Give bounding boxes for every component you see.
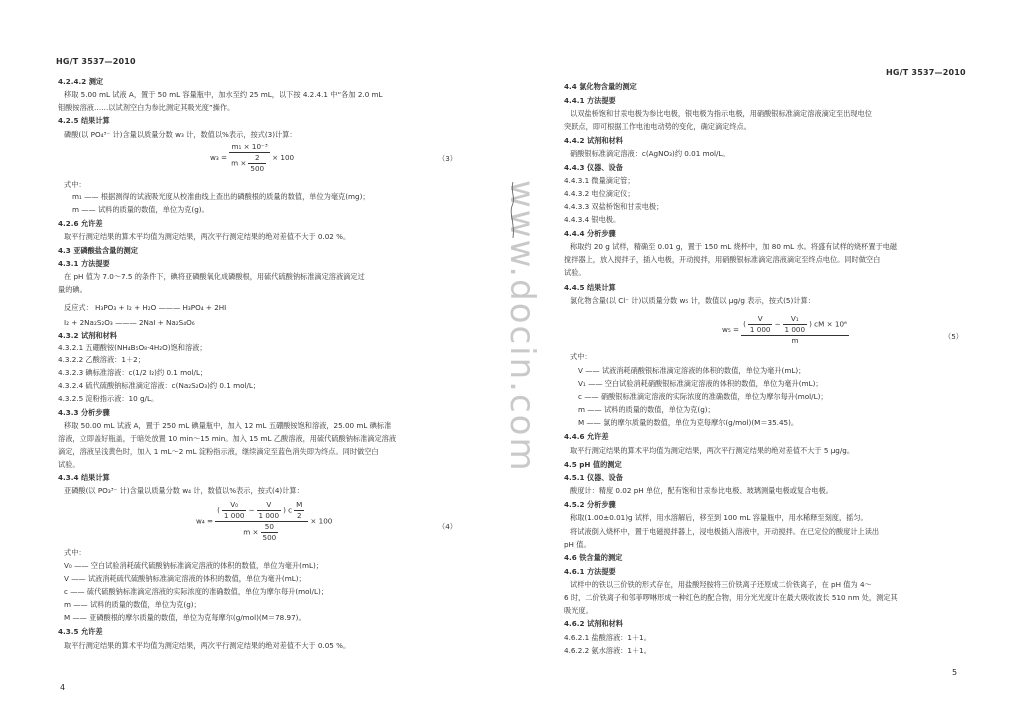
frac-v-numerator: V — [257, 500, 282, 511]
text-line: V₀ —— 空白试验消耗硫代硫酸钠标准滴定溶液的体积的数值，单位为毫升(mL)； — [64, 561, 323, 570]
text-line: 以双盐桥饱和甘汞电极为参比电极，银电极为指示电极，用硝酸银标准滴定溶液滴定至出现电位 — [570, 109, 872, 118]
frac-v0-numerator: V₀ — [222, 500, 247, 511]
text-line: c —— 硫代硫酸钠标准滴定溶液的实际浓度的准确数值，单位为摩尔每升(mol/L)； — [64, 587, 328, 596]
text-line: 4.3.2.5 淀粉指示液：10 g/L。 — [58, 394, 159, 403]
frac-m — [294, 500, 304, 521]
minus: − — [774, 319, 781, 329]
paren: ( — [743, 319, 746, 329]
minus: − — [248, 505, 255, 515]
text-line: 式中： — [64, 180, 86, 189]
text-line: m —— 试料的质量的数值，单位为克(g)； — [64, 600, 201, 609]
frac-m-numerator: M — [296, 500, 303, 509]
section-heading: 4.5 pH 值的测定 — [564, 460, 622, 469]
text-line: 称取(1.00±0.01)g 试样，用水溶解后，移至到 100 mL 容量瓶中，用水稀释至刻度，摇匀。 — [570, 513, 868, 522]
text-line: 磷酸(以 PO₄³⁻ 计)含量以质量分数 w₃ 计，数值以%表示，按式(3)计算： — [64, 130, 297, 139]
formula-3-sub-fraction-numerator: 2 — [248, 153, 266, 164]
frac-v0-denominator: 1 000 — [223, 511, 245, 520]
text-line: 吸光度。 — [564, 606, 593, 615]
text-line: 钼酸铵溶液……以试剂空白为参比测定其吸光度”操作。 — [58, 103, 235, 112]
formula-5-fraction — [741, 314, 849, 346]
section-heading: 4.6 铁含量的测定 — [564, 553, 623, 562]
page-number: 5 — [952, 668, 958, 677]
text-line: m —— 试料的质量的数值，单位为克(g)； — [578, 405, 715, 414]
section-heading: 4.2.6 允许差 — [58, 219, 103, 228]
frac-v-denominator: 1 000 — [749, 325, 771, 334]
section-heading: 4.3.1 方法提要 — [58, 259, 110, 268]
text-line: m₁ —— 根据测得的试液吸光度从校准曲线上查出的磷酸根的质量的数值，单位为毫克(mg)； — [72, 192, 370, 201]
section-heading: 4.5.2 分析步骤 — [564, 500, 616, 509]
formula-lhs: w₅ = — [722, 325, 740, 334]
formula-lhs: w₄ = — [196, 516, 214, 526]
text-line: 溶液，立即盖好瓶盖，于暗处放置 10 min～15 min。加入 15 mL 乙酸溶液，用硫代硫酸钠标准滴定溶液 — [58, 434, 397, 443]
text-line: pH 值。 — [564, 540, 591, 549]
frac-v1-numerator: V₁ — [783, 314, 808, 325]
text-line: 试验。 — [58, 460, 80, 469]
text-line: 4.3.2.1 五硼酸铵(NH₄B₅O₈·4H₂O)饱和溶液； — [58, 343, 207, 352]
section-heading: 4.3.5 允许差 — [58, 627, 103, 636]
section-heading: 4.4.4 分析步骤 — [564, 229, 616, 238]
section-heading: 4.2.4.2 测定 — [58, 77, 104, 86]
formula-den-prefix: m × — [243, 527, 259, 537]
frac-m-denominator: 2 — [296, 511, 302, 520]
text-line: 4.6.2.2 氨水溶液：1＋1。 — [564, 646, 651, 655]
formula-mid: ) cM × 10⁶ — [809, 319, 847, 329]
text-line: 称取约 20 g 试样，精确至 0.01 g，置于 150 mL 烧杯中，加 80 mL 水。将盛有试样的烧杯置于电磁 — [570, 242, 898, 251]
section-heading: 4.4.3 仪器、设备 — [564, 163, 623, 172]
formula-tail: × 100 — [310, 516, 333, 526]
section-heading: 4.4.6 允许差 — [564, 432, 609, 441]
text-line: 式中： — [570, 352, 592, 361]
text-line: 4.4.3.1 微量滴定管； — [564, 176, 635, 185]
frac-v-numerator: V — [748, 314, 773, 325]
right-page — [512, 0, 1024, 728]
formula-4-denominator — [215, 522, 308, 543]
section-heading: 4.4.1 方法提要 — [564, 96, 616, 105]
text-line: 突跃点，即可根据工作电池电动势的变化，确定滴定终点。 — [564, 122, 751, 131]
page-header: HG/T 3537—2010 — [886, 68, 966, 77]
paren: ( — [217, 505, 220, 515]
text-line: 取平行测定结果的算术平均值为测定结果，两次平行测定结果的绝对差值不大于 0.05 %。 — [64, 641, 351, 650]
page-header: HG/T 3537—2010 — [56, 57, 136, 66]
section-heading: 4.3 亚磷酸盐含量的测定 — [58, 246, 138, 255]
text-line: 量的碘。 — [58, 285, 87, 294]
formula-tail: × 100 — [272, 153, 295, 162]
formula-den-prefix: m × — [231, 158, 247, 168]
text-line: 4.4.3.4 银电极。 — [564, 215, 621, 224]
text-line: 4.4.3.3 双盐桥饱和甘汞电极； — [564, 202, 664, 211]
text-line: V —— 试液消耗硫代硫酸钠标准滴定溶液的体积的数值，单位为毫升(mL)； — [64, 574, 306, 583]
section-heading: 4.6.2 试剂和材料 — [564, 619, 623, 628]
text-line: M —— 氯的摩尔质量的数值，单位为克每摩尔(g/mol)(M＝35.45)。 — [578, 418, 799, 427]
text-line: 6 时，二价铁离子和邻菲啰啉形成一种红色的配合物，用分光光度计在最大吸收波长 510 nm 处，测定其 — [564, 593, 898, 602]
text-line: 试样中的铁以三价铁的形式存在，用盐酸羟胺将三价铁离子还原成二价铁离子，在 pH 值为 4～ — [570, 580, 872, 589]
text-line: 试验。 — [564, 268, 586, 277]
formula-4-sub-fraction-denominator: 500 — [262, 533, 277, 542]
frac-v1-denominator: 1 000 — [784, 325, 806, 334]
text-line: 式中： — [64, 548, 86, 557]
formula-3-denominator — [229, 153, 270, 174]
equation-number: （4） — [438, 522, 457, 531]
formula-4-numerator — [215, 500, 308, 522]
text-line: c —— 硝酸银标准滴定溶液的实际浓度的准确数值，单位为摩尔每升(mol/L)； — [578, 392, 828, 401]
text-line: 硝酸银标准滴定溶液：c(AgNO₃)约 0.01 mol/L。 — [570, 149, 730, 158]
text-line: 移取 50.00 mL 试液 A，置于 250 mL 碘量瓶中，加入 12 mL 五硼酸铵饱和溶液，25.00 mL 碘标准 — [64, 421, 392, 430]
text-line: 反应式： H₃PO₃ + I₂ + H₂O ——— H₃PO₄ + 2HI — [64, 303, 227, 312]
text-line: 4.3.2.4 硫代硫酸钠标准滴定溶液：c(Na₂S₂O₃)约 0.1 mol/L； — [58, 381, 261, 390]
text-line: 4.3.2.2 乙酸溶液：1＋2； — [58, 355, 145, 364]
text-line: 酸度计：精度 0.02 pH 单位，配有饱和甘汞参比电极、玻璃测量电极或复合电极。 — [570, 486, 833, 495]
section-heading: 4.3.2 试剂和材料 — [58, 331, 117, 340]
text-line: 取平行测定结果的算术平均值为测定结果，两次平行测定结果的绝对差值不大于 5 μg/g。 — [570, 446, 855, 455]
binding-marks — [508, 180, 518, 240]
section-heading: 4.5.1 仪器、设备 — [564, 473, 623, 482]
section-heading: 4.3.3 分析步骤 — [58, 408, 110, 417]
text-line: M —— 亚磷酸根的摩尔质量的数值，单位为克每摩尔(g/mol)(M＝78.97)。 — [64, 613, 306, 622]
section-heading: 4.4 氯化物含量的测定 — [564, 82, 637, 91]
section-heading: 4.2.5 结果计算 — [58, 116, 110, 125]
text-line: 4.4.3.2 电位滴定仪； — [564, 189, 635, 198]
formula-5-denominator: m — [791, 336, 799, 345]
formula-3-sub-fraction-denominator: 500 — [250, 164, 265, 173]
text-line: V —— 试液消耗硝酸银标准滴定溶液的体积的数值，单位为毫升(mL)； — [578, 366, 806, 375]
formula-4-sub-fraction — [261, 522, 279, 543]
text-line: 取平行测定结果的算术平均值为测定结果，两次平行测定结果的绝对差值不大于 0.02 %。 — [64, 232, 351, 241]
text-line: 4.3.2.3 碘标准溶液：c(1/2 I₂)约 0.1 mol/L； — [58, 368, 208, 377]
formula-5 — [722, 314, 851, 346]
equation-number: （3） — [438, 154, 457, 163]
frac-v0 — [222, 500, 247, 521]
section-heading: 4.4.2 试剂和材料 — [564, 136, 623, 145]
frac-v-denominator: 1 000 — [258, 511, 280, 520]
text-line: 将试液倒入烧杯中，置于电磁搅拌器上，浸电极插入溶液中，开动搅拌。在已定位的酸度计上读出 — [570, 527, 880, 536]
formula-lhs: w₃ = — [210, 153, 228, 162]
formula-3-sub-fraction — [248, 153, 266, 174]
section-heading: 4.3.4 结果计算 — [58, 473, 110, 482]
paren-c: ) c — [283, 505, 293, 515]
text-line: V₁ —— 空白试验消耗硝酸银标准滴定溶液的体积的数值，单位为毫升(mL)； — [578, 379, 823, 388]
formula-4 — [196, 500, 332, 543]
text-line: m —— 试料的质量的数值，单位为克(g)。 — [72, 205, 209, 214]
equation-number: （5） — [944, 332, 963, 341]
formula-4-fraction — [215, 500, 308, 543]
text-line: I₂ + 2Na₂S₂O₃ ——— 2NaI + Na₂S₄O₆ — [64, 318, 195, 327]
text-line: 搅拌器上，放入搅拌子，插入电极，开动搅拌，用硝酸银标准滴定溶液滴定至终点电位。同时做空白 — [564, 255, 881, 264]
formula-3-numerator: m₁ × 10⁻³ — [229, 142, 270, 153]
frac-v1 — [783, 314, 808, 335]
text-line: 氯化物含量(以 Cl⁻ 计)以质量分数 w₅ 计，数值以 μg/g 表示，按式(5)计算： — [570, 296, 815, 305]
formula-4-sub-fraction-numerator: 50 — [261, 522, 279, 533]
section-heading: 4.6.1 方法提要 — [564, 567, 616, 576]
text-line: 移取 5.00 mL 试液 A，置于 50 mL 容量瓶中，加水至约 25 mL，以下按 4.2.4.1 中“各加 2.0 mL — [64, 90, 383, 99]
text-line: 滴定，溶液呈浅黄色时，加入 1 mL～2 mL 淀粉指示液，继续滴定至蓝色消失即为终点。同时做空白 — [58, 447, 379, 456]
formula-3 — [210, 142, 294, 174]
text-line: 在 pH 值为 7.0～7.5 的条件下，碘将亚磷酸氧化成磷酸根，用硫代硫酸钠标准滴定溶液滴定过 — [64, 272, 365, 281]
frac-v — [748, 314, 773, 335]
formula-3-fraction — [229, 142, 270, 174]
watermark: www.docin.com — [502, 180, 542, 473]
text-line: 4.6.2.1 盐酸溶液：1＋1。 — [564, 633, 651, 642]
frac-v — [257, 500, 282, 521]
page-number: 4 — [60, 683, 66, 692]
section-heading: 4.4.5 结果计算 — [564, 283, 616, 292]
text-line: 亚磷酸(以 PO₃³⁻ 计)含量以质量分数 w₄ 计，数值以%表示，按式(4)计算： — [64, 486, 304, 495]
formula-5-numerator — [741, 314, 849, 336]
